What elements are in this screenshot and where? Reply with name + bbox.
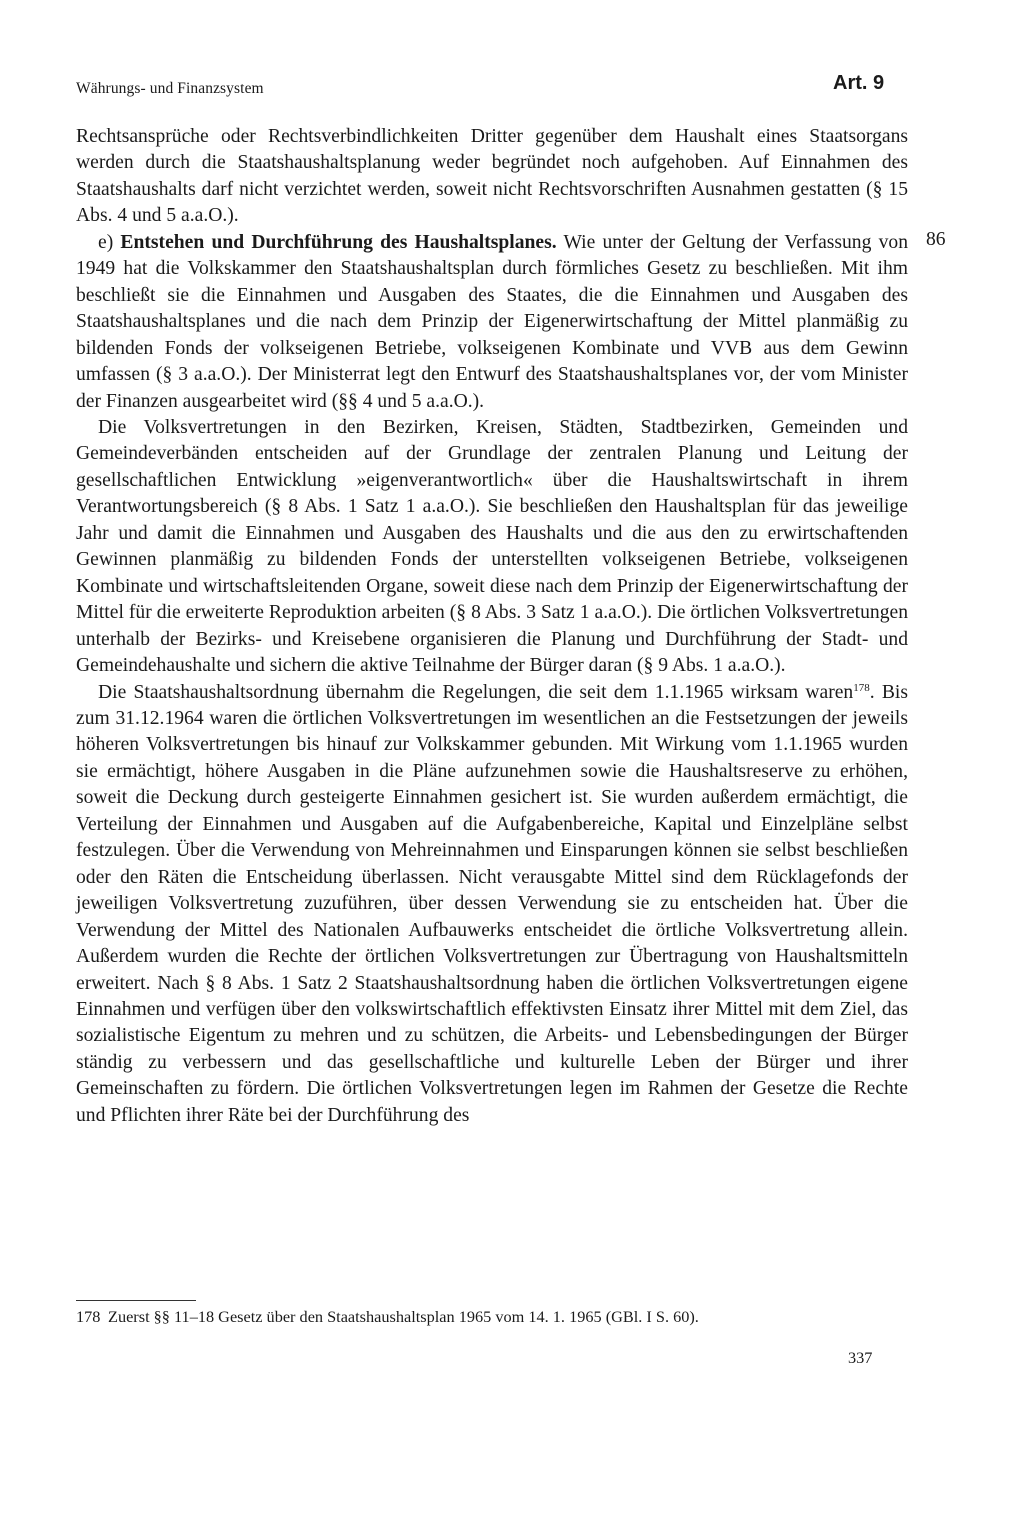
margin-paragraph-number: 86 (926, 229, 946, 250)
paragraph-1: Rechtsansprüche oder Rechtsverbindlichkeiten Dritter gegenüber dem Haushalt eines Staatsorgans werden durch die Staatshaushaltsplanung weder begründet noch aufgehoben. Auf Einnahmen des Staatshaushalts darf nicht verzichtet werden, soweit nicht Rechtsvorschriften Ausnahmen gestatten (§ 15 Abs. 4 und 5 a.a.O.). (76, 126, 908, 227)
article-label: Art. 9 (833, 72, 885, 94)
section-heading: Entstehen und Durchführung des Haushaltsplanes. (120, 231, 557, 253)
footnote-text: Zuerst §§ 11–18 Gesetz über den Staatshaushaltsplan 1965 vom 14. 1. 1965 (GBl. I S. 60). (108, 1307, 699, 1326)
paragraph-2-text: Wie unter der Geltung der Verfassung von 1949 hat die Volkskammer den Staatshaushaltsplan durch förmliches Gesetz zu beschließen. Mit ihm beschließt sie die Einnahmen und Ausgaben des Staates, die die Einnahmen und Ausgaben des Staatshaushaltsplanes und die nach dem Prinzip der Eigenerwirtschaftung der Mittel planmäßig zu bildenden Fonds der volkseigenen Betriebe, volkseigenen Kombinate und VVB aus dem Gewinn umfassen (§ 3 a.a.O.). Der Ministerrat legt den Entwurf des Staatshaushaltsplanes vor, der vom Minister der Finanzen ausgearbeitet wird (§§ 4 und 5 a.a.O.). (76, 231, 908, 412)
page-number: 337 (848, 1348, 873, 1367)
body-text (76, 124, 908, 1129)
section-letter: e) (98, 231, 121, 253)
running-head: Währungs- und Finanzsystem (76, 80, 264, 97)
paragraph-4 (76, 680, 908, 1130)
paragraph-4-text-end: . Bis zum 31.12.1964 waren die örtlichen Volksvertretungen im wesentlichen an die Festsetzungen der jeweils höheren Volksvertretungen bis hinauf zur Volkskammer gebunden. Mit Wirkung vom 1.1.1965 wurden sie ermächtigt, höhere Ausgaben in die Pläne aufzunehmen sowie die Haushaltsreserve zu erhöhen, soweit die Deckung durch gesteigerte Einnahmen gesichert ist. Sie wurden außerdem ermächtigt, die Verteilung der Einnahmen und Ausgaben auf die Aufgabenbereiche, Kapital und Einzelpläne selbst festzulegen. Über die Verwendung von Mehreinnahmen und Einsparungen können sie selbst beschließen oder den Räten die Entscheidung überlassen. Nicht verausgabte Mittel sind dem Rücklagefonds der jeweiligen Volksvertretung zuzuführen, über dessen Verwendung sie zu entscheiden hat. Über die Verwendung der Mittel des Nationalen Aufbauwerks entscheidet die örtliche Volksvertretung allein. Außerdem wurden die Rechte der örtlichen Volksvertretungen zur Übertragung von Haushaltsmitteln erweitert. Nach § 8 Abs. 1 Satz 2 Staatshaushaltsordnung haben die örtlichen Volksvertretungen eigene Einnahmen und verfügen über den volkswirtschaftlich effektivsten Einsatz ihrer Mittel mit dem Ziel, das sozialistische Eigentum zu mehren und zu schützen, die Arbeits- und Lebensbedingungen der Bürger ständig zu verbessern und das gesellschaftliche und kulturelle Leben der Bürger und ihrer Gemeinschaften zu fördern. Die örtlichen Volksvertretungen legen im Rahmen der Gesetze die Rechte und Pflichten ihrer Räte bei der Durchführung des (76, 681, 908, 1126)
footnote (76, 1306, 908, 1328)
paragraph-4-text-start: Die Staatshaushaltsordnung übernahm die Regelungen, die seit dem 1.1.1965 wirksam waren (98, 681, 854, 703)
paragraph-2 (76, 230, 908, 415)
paragraph-3: Die Volksvertretungen in den Bezirken, Kreisen, Städten, Stadtbezirken, Gemeinden und Gemeindeverbänden entscheiden auf der Grundlage der zentralen Planung und Leitung der gesellschaftlichen Entwicklung »eigenverantwortlich« über die Haushaltswirtschaft in ihrem Verantwortungsbereich (§ 8 Abs. 1 Satz 1 a.a.O.). Sie beschließen den Haushaltsplan für das jeweilige Jahr und damit die Einnahmen und Ausgaben des Haushalts und die aus den zu erwirtschaftenden Gewinnen planmäßig zu bildenden Fonds der unterstellten volkseigenen Betriebe, volkseigenen Kombinate und wirtschaftsleitenden Organe, soweit diese nach dem Prinzip der Eigenerwirtschaftung der Mittel für die erweiterte Reproduktion arbeiten (§ 8 Abs. 3 Satz 1 a.a.O.). Die örtlichen Volksvertretungen unterhalb der Bezirks- und Kreisebene organisieren die Planung und Durchführung der Stadt- und Gemeindehaushalte und sichern die aktive Teilnahme der Bürger daran (§ 9 Abs. 1 a.a.O.). (76, 416, 908, 677)
footnote-reference[interactable]: 178 (853, 681, 870, 694)
footnote-divider (76, 1300, 196, 1301)
footnote-number: 178 (76, 1307, 101, 1326)
